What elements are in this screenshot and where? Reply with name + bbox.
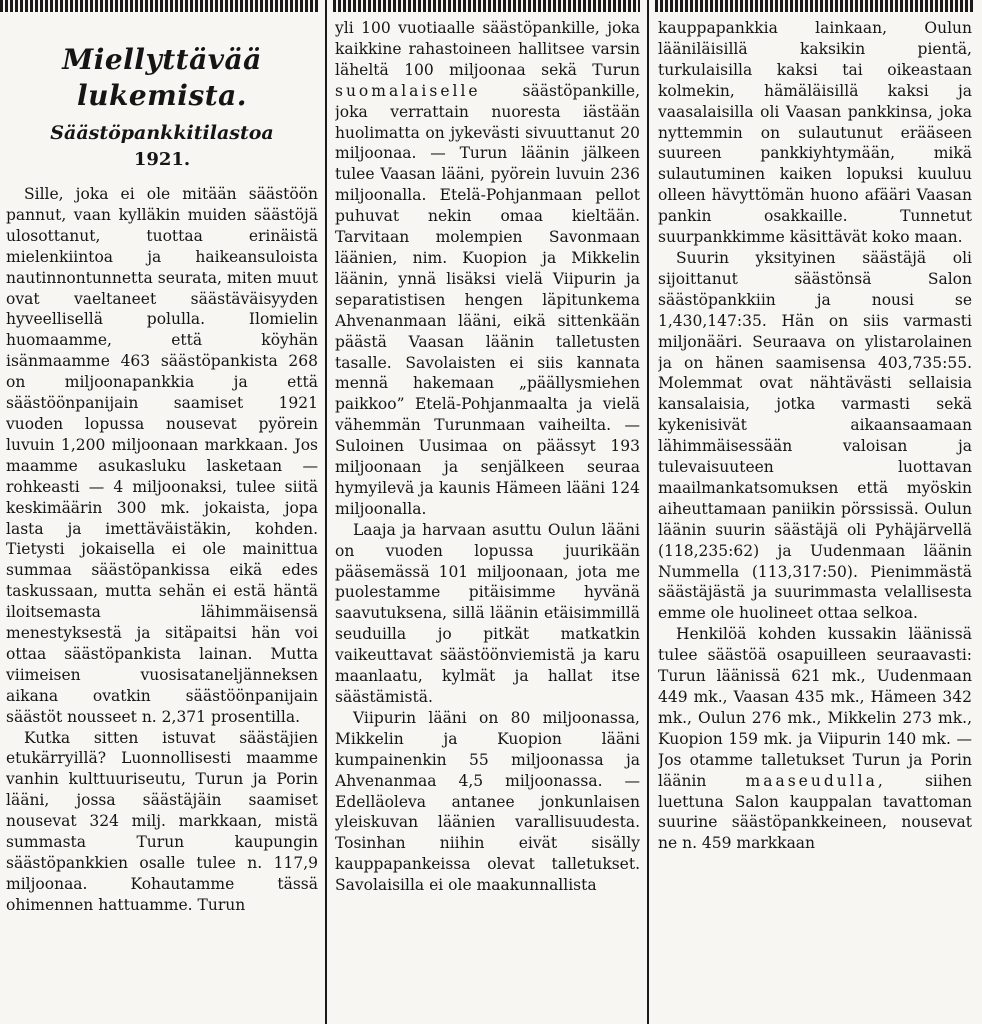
text-run: säästöpankille, joka verrattain nuoresta iästään huolimatta on jykevästi sivuuttanut 20 miljoonaa. — Turun läänin jälkeen tulee Vaasan lääni, pyörein luvuin 236 miljoonalla. Etelä-Pohjanmaan pellot puhuvat nekin omaa kieltään. Tarvitaan molempien Savonmaan läänien, nim. Kuopion ja Mikkelin läänin, ynnä lisäksi vielä Viipurin ja separatistisen hengen läpitunkema Ahvenanmaan lääni, eikä sittenkään päästä Vaasan läänin talletusten tasalle. Savolaisten ei siis kannata mennä hakemaan „päällysmiehen paikkoo” Etelä-Pohjanmaalta ja vielä vähemmän Turunmaan vaiheilta. — Suloinen Uusimaa on päässyt 193 miljoonaan ja senjälkeen seuraa hymyilevä ja kaunis Hämeen lääni 124 miljoonalla. [335,81,640,518]
top-ornament-border-right [655,0,975,12]
paragraph [658,624,972,854]
article-year: 1921. [133,149,191,170]
column-3 [658,18,972,1024]
top-ornament-border-middle [333,0,640,12]
spaced-word: suomalaiselle [335,81,481,100]
column-divider [325,0,327,1024]
article-headline: Miellyttävää lukemista. [62,43,262,112]
paragraph: Laaja ja harvaan asuttu Oulun lääni on vuoden lopussa juurikään pääsemässä 101 miljoonaan, jota me puolestamme pitäisimme hyvänä saavutuksena, sillä läänin etäisimmillä seuduilla jo pitkät matkatkin vaikeuttavat säästöönviemistä ja karu maanlaatu, kylmät ja hallat itse säästämistä. [335,520,640,706]
text-run: Henkilöä kohden kussakin läänissä tulee säästöä osapuilleen seuraavasti: Turun läänissä 621 mk., Uudenmaan 449 mk., Vaasan 435 mk., Hämeen 342 mk., Oulun 276 mk., Mikkelin 273 mk., Kuopion 159 mk. ja Viipurin 140 mk. — Jos otamme talletukset Turun ja Porin läänin [658,625,972,790]
column-2 [335,18,640,1024]
column-divider [647,0,649,1024]
paragraph [335,18,640,520]
column-1 [6,18,318,1024]
paragraph: Viipurin lääni on 80 miljoonassa, Mikkelin ja Kuopion lääni kumpainenkin 55 miljoonassa ja Ahvenanmaa 4,5 miljoonassa. — Edelläoleva antanee jonkunlaisen yleiskuvan läänien varallisuudesta. Tosinhan niihin eivät sisälly kauppapankeissa olevat talletukset. Savolaisilla ei ole maakunnallista [335,708,640,895]
paragraph: Kutka sitten istuvat säästäjien etukärryillä? Luonnollisesti maamme vanhin kulttuuriseutu, Turun ja Porin lääni, jossa säästäjäin saamiset nousevat 324 milj. markkaan, mistä summasta Turun kaupungin säästöpankkien osalle tulee n. 117,9 miljoonaa. Kohautamme tässä ohimennen hattuamme. Turun [6,728,318,914]
paragraph: Sille, joka ei ole mitään säästöön pannut, vaan kylläkin muiden säästöjä ulosottanut, tuottaa erinäistä mielenkiintoa ja haikeansuloista nautinnontunnetta seurata, miten muut ovat vaeltaneet säästäväisyyden hyveellisellä polulla. Ilomielin huomaamme, että köyhän isänmaamme 463 säästöpankista 268 on miljoonapankkia ja että säästöönpanijain saamiset 1921 vuoden lopussa nousevat pyörein luvuin 1,200 miljoonaan markkaan. Jos maamme asukasluku lasketaan — rohkeasti — 4 miljoonaksi, tulee siitä keskimäärin 300 mk. jokaista, jopa lasta ja imettäväistäkin, kohden. Tietysti jokaisella ei ole mainittua summaa säästöpankissa eikä edes taskussaan, mutta sehän ei estä häntä iloitsemasta lähimmäisensä menestyksestä ja sitäpaitsi hän voi ottaa säästöpankista lainan. Mutta viimeisen vuosisataneljänneksen aikana ovatkin säästöönpanijain säästöt nousseet n. 2,371 prosentilla. [6,185,318,726]
paragraph: Suurin yksityinen säästäjä oli sijoittanut säästönsä Salon säästöpankkiin ja nousi se 1,430,147:35. Hän on siis varmasti miljonääri. Seuraava on ylistarolainen ja on hänen saamisensa 403,735:55. Molemmat ovat nähtävästi sellaisia kansalaisia, jotka varmasti sekä kykenisivät aikaansaamaan lähimmäisessään valoisan ja tulevaisuuteen luottavan maailmankatsomuksen että myöskin aiheuttamaan paniikin pörssissä. Oulun läänin suurin säästäjä oli Pyhäjärvellä (118,235:62) ja Uudenmaan läänin Nummella (113,317:50). Pienimmästä säästäjästä ja suurimmasta velallisesta emme ole huolineet ottaa selkoa. [658,248,972,623]
text-run: yli 100 vuotiaalle säästöpankille, joka kaikkine rahastoineen hallitsee varsin läheltä 100 miljoonaa sekä Turun [335,19,640,79]
top-ornament-border-left [0,0,318,12]
text-run: siihen luettuna Salon kauppalan tavattoman suurine säästöpankkeineen, nousevat ne n. 459 markkaan [658,771,972,853]
spaced-word: maaseudulla, [745,771,886,790]
paragraph: kauppapankkia lainkaan, Oulun lääniläisillä kaksikin pientä, turkulaisilla kaksi tai oikeastaan kolmekin, hämäläisillä kaksi ja vaasalaisilla oli Vaasan pankkinsa, joka nyttemmin on sulautunut erääseen suureen pankkiyhtymään, mikä sulautuminen kaiken lopuksi kuuluu olleen hävyttömän huono afääri Vaasan pankin osakkaille. Tunnetut suurpankkimme käsittävät koko maan. [658,19,972,247]
article-subheadline: Säästöpankkitilastoa [50,122,274,144]
